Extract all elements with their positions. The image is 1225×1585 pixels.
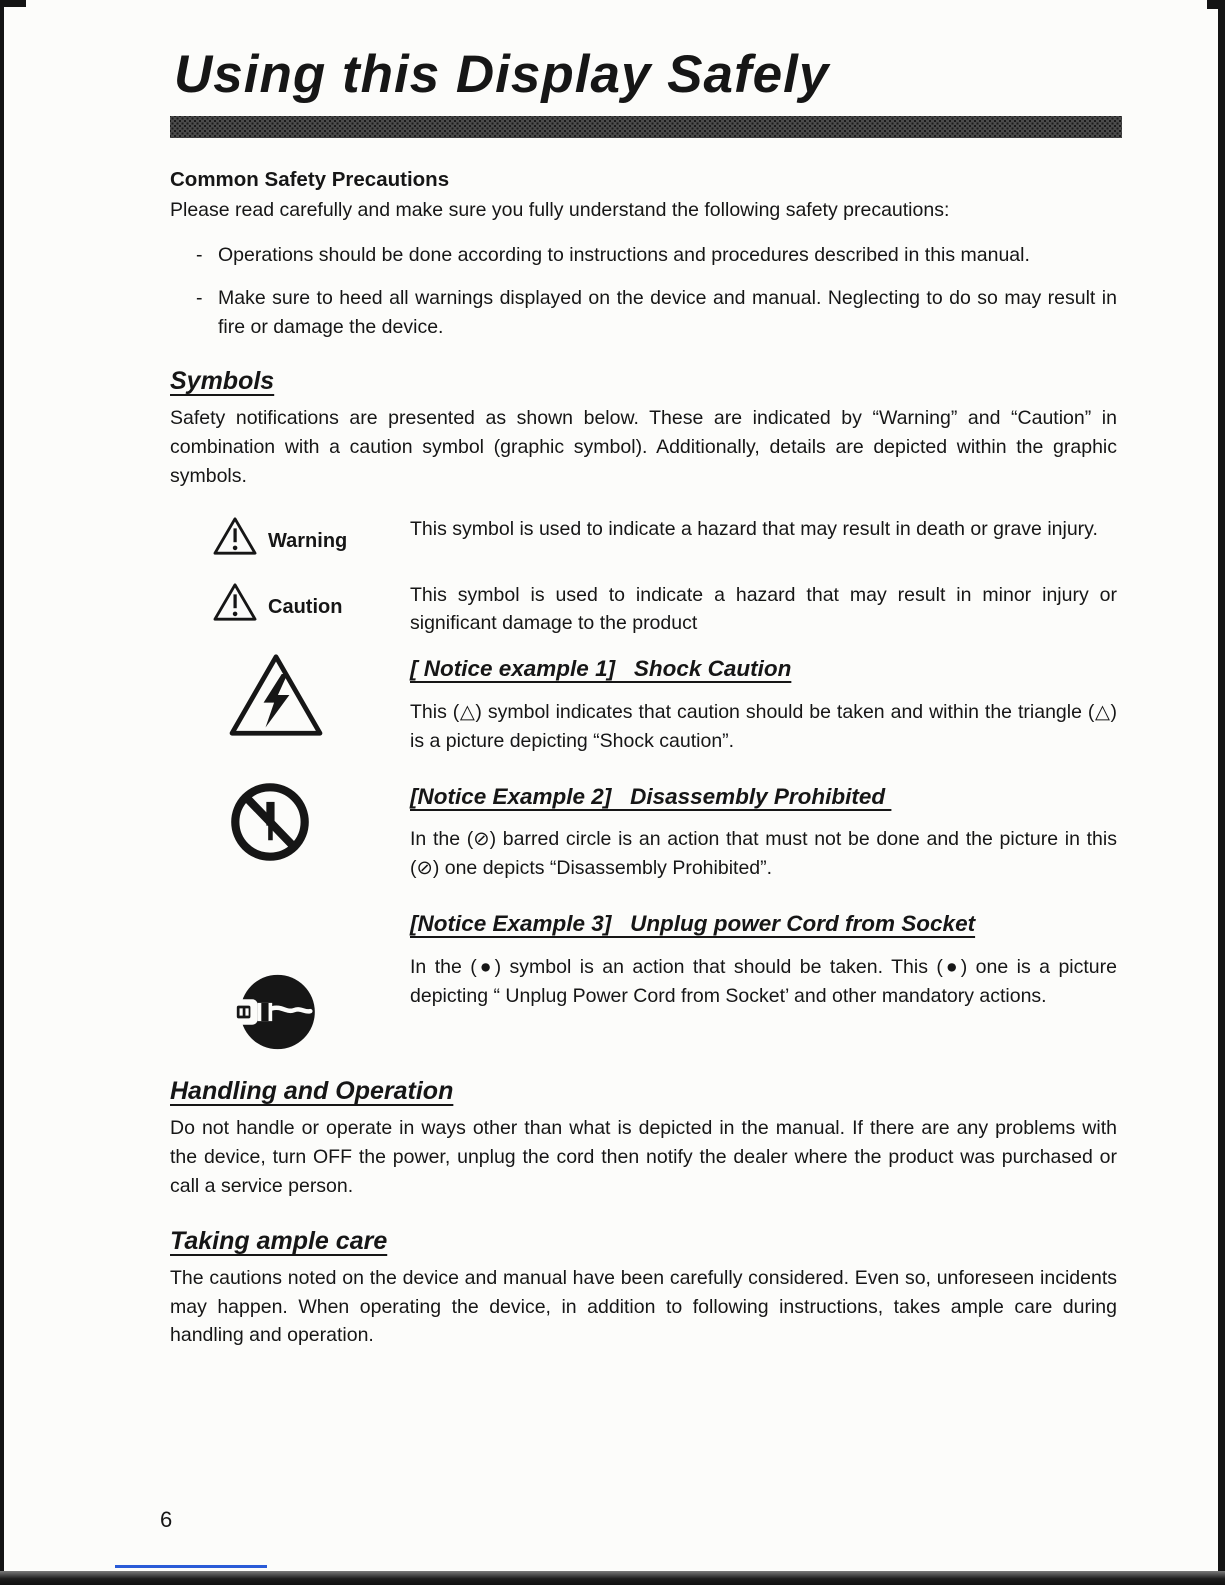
- notice-example-2-heading: [Notice Example 2] Disassembly Prohibited: [410, 783, 892, 809]
- warning-symbol-row: [170, 515, 1117, 557]
- caution-triangle-icon: [212, 581, 258, 623]
- title-halftone-bar: [170, 116, 1122, 138]
- disassembly-prohibited-icon: [170, 780, 410, 864]
- unplug-power-cord-icon: [170, 973, 410, 1051]
- section-care: [170, 1227, 1117, 1351]
- warning-label-cell: [170, 515, 410, 557]
- bullet-dash: -: [196, 287, 203, 310]
- bullet-text: Make sure to heed all warnings displayed on the device and manual. Neglecting to do so may result in fire or damage the device.: [218, 287, 1117, 338]
- notice-example-1-row: [170, 652, 1117, 761]
- bullet-item: [196, 241, 1117, 269]
- scan-corner-top-right: [1207, 0, 1225, 9]
- notice-example-2-body: [410, 780, 1117, 889]
- bottom-scan-band: [0, 1571, 1225, 1585]
- bullet-item: [196, 284, 1117, 341]
- caution-description: This symbol is used to indicate a hazard that may result in minor injury or significant damage to the product: [410, 583, 1117, 635]
- handling-heading: Handling and Operation: [170, 1077, 454, 1106]
- shock-caution-icon: [170, 652, 410, 738]
- notice-example-3-text: In the (●) symbol is an action that should be taken. This (●) one is a picture depicting “ Unplug Power Cord from Socket’ and other mandatory actions.: [410, 955, 1117, 1007]
- warning-triangle-icon: [212, 515, 258, 557]
- scan-edge-left: [0, 0, 4, 1585]
- common-safety-intro: Please read carefully and make sure you fully understand the following safety precautions:: [170, 199, 950, 222]
- notice-example-2-text: In the (⊘) barred circle is an action that must not be done and the picture in this (⊘) one depicts “Disassembly Prohibited”.: [410, 828, 1117, 880]
- section-symbols: [170, 367, 1117, 1051]
- page-title: Using this Display Safely: [174, 45, 830, 104]
- notice-example-3-body: [410, 907, 1117, 1016]
- notice-example-1-body: [410, 652, 1117, 761]
- page-number: 6: [160, 1507, 173, 1532]
- bullet-list: [196, 241, 1117, 341]
- bullet-text: Operations should be done according to instructions and procedures described in this manual.: [218, 244, 1030, 267]
- warning-label: Warning: [268, 530, 348, 553]
- notice-example-1-heading: [ Notice example 1] Shock Caution: [410, 656, 792, 682]
- handling-text: Do not handle or operate in ways other than what is depicted in the manual. If there are any problems with the device, turn OFF the power, unplug the cord then notify the dealer where the product was purchased or call a service person.: [170, 1117, 1117, 1197]
- scan-corner-top-left: [0, 0, 26, 7]
- common-safety-heading: Common Safety Precautions: [170, 168, 450, 192]
- symbols-intro: Safety notifications are presented as shown below. These are indicated by “Warning” and “Caution” in combination with a caution symbol (graphic symbol). Additionally, details are depicted within the graphic symbols.: [170, 406, 1117, 487]
- symbols-heading: Symbols: [170, 366, 275, 395]
- care-heading: Taking ample care: [170, 1226, 388, 1255]
- footer-blue-line: [115, 1565, 267, 1568]
- section-handling: [170, 1077, 1117, 1201]
- caution-symbol-row: [170, 581, 1117, 639]
- notice-example-2-row: [170, 780, 1117, 889]
- bullet-dash: -: [196, 244, 203, 267]
- warning-description: This symbol is used to indicate a hazard that may result in death or grave injury.: [410, 517, 1098, 540]
- notice-example-1-text: This (△) symbol indicates that caution should be taken and within the triangle (△) is a picture depicting “Shock caution”.: [410, 701, 1117, 752]
- caution-label-cell: [170, 581, 410, 623]
- section-common-safety: [170, 168, 1117, 341]
- scan-edge-right: [1218, 0, 1225, 1585]
- caution-label: Caution: [268, 596, 343, 619]
- notice-example-3-row: [170, 907, 1117, 1051]
- care-text: The cautions noted on the device and manual have been carefully considered. Even so, unforeseen incidents may happen. When operating the device, in addition to following instructions, takes ample care during handling and operation.: [170, 1266, 1117, 1347]
- notice-example-3-heading: [Notice Example 3] Unplug power Cord from Socket: [410, 911, 976, 937]
